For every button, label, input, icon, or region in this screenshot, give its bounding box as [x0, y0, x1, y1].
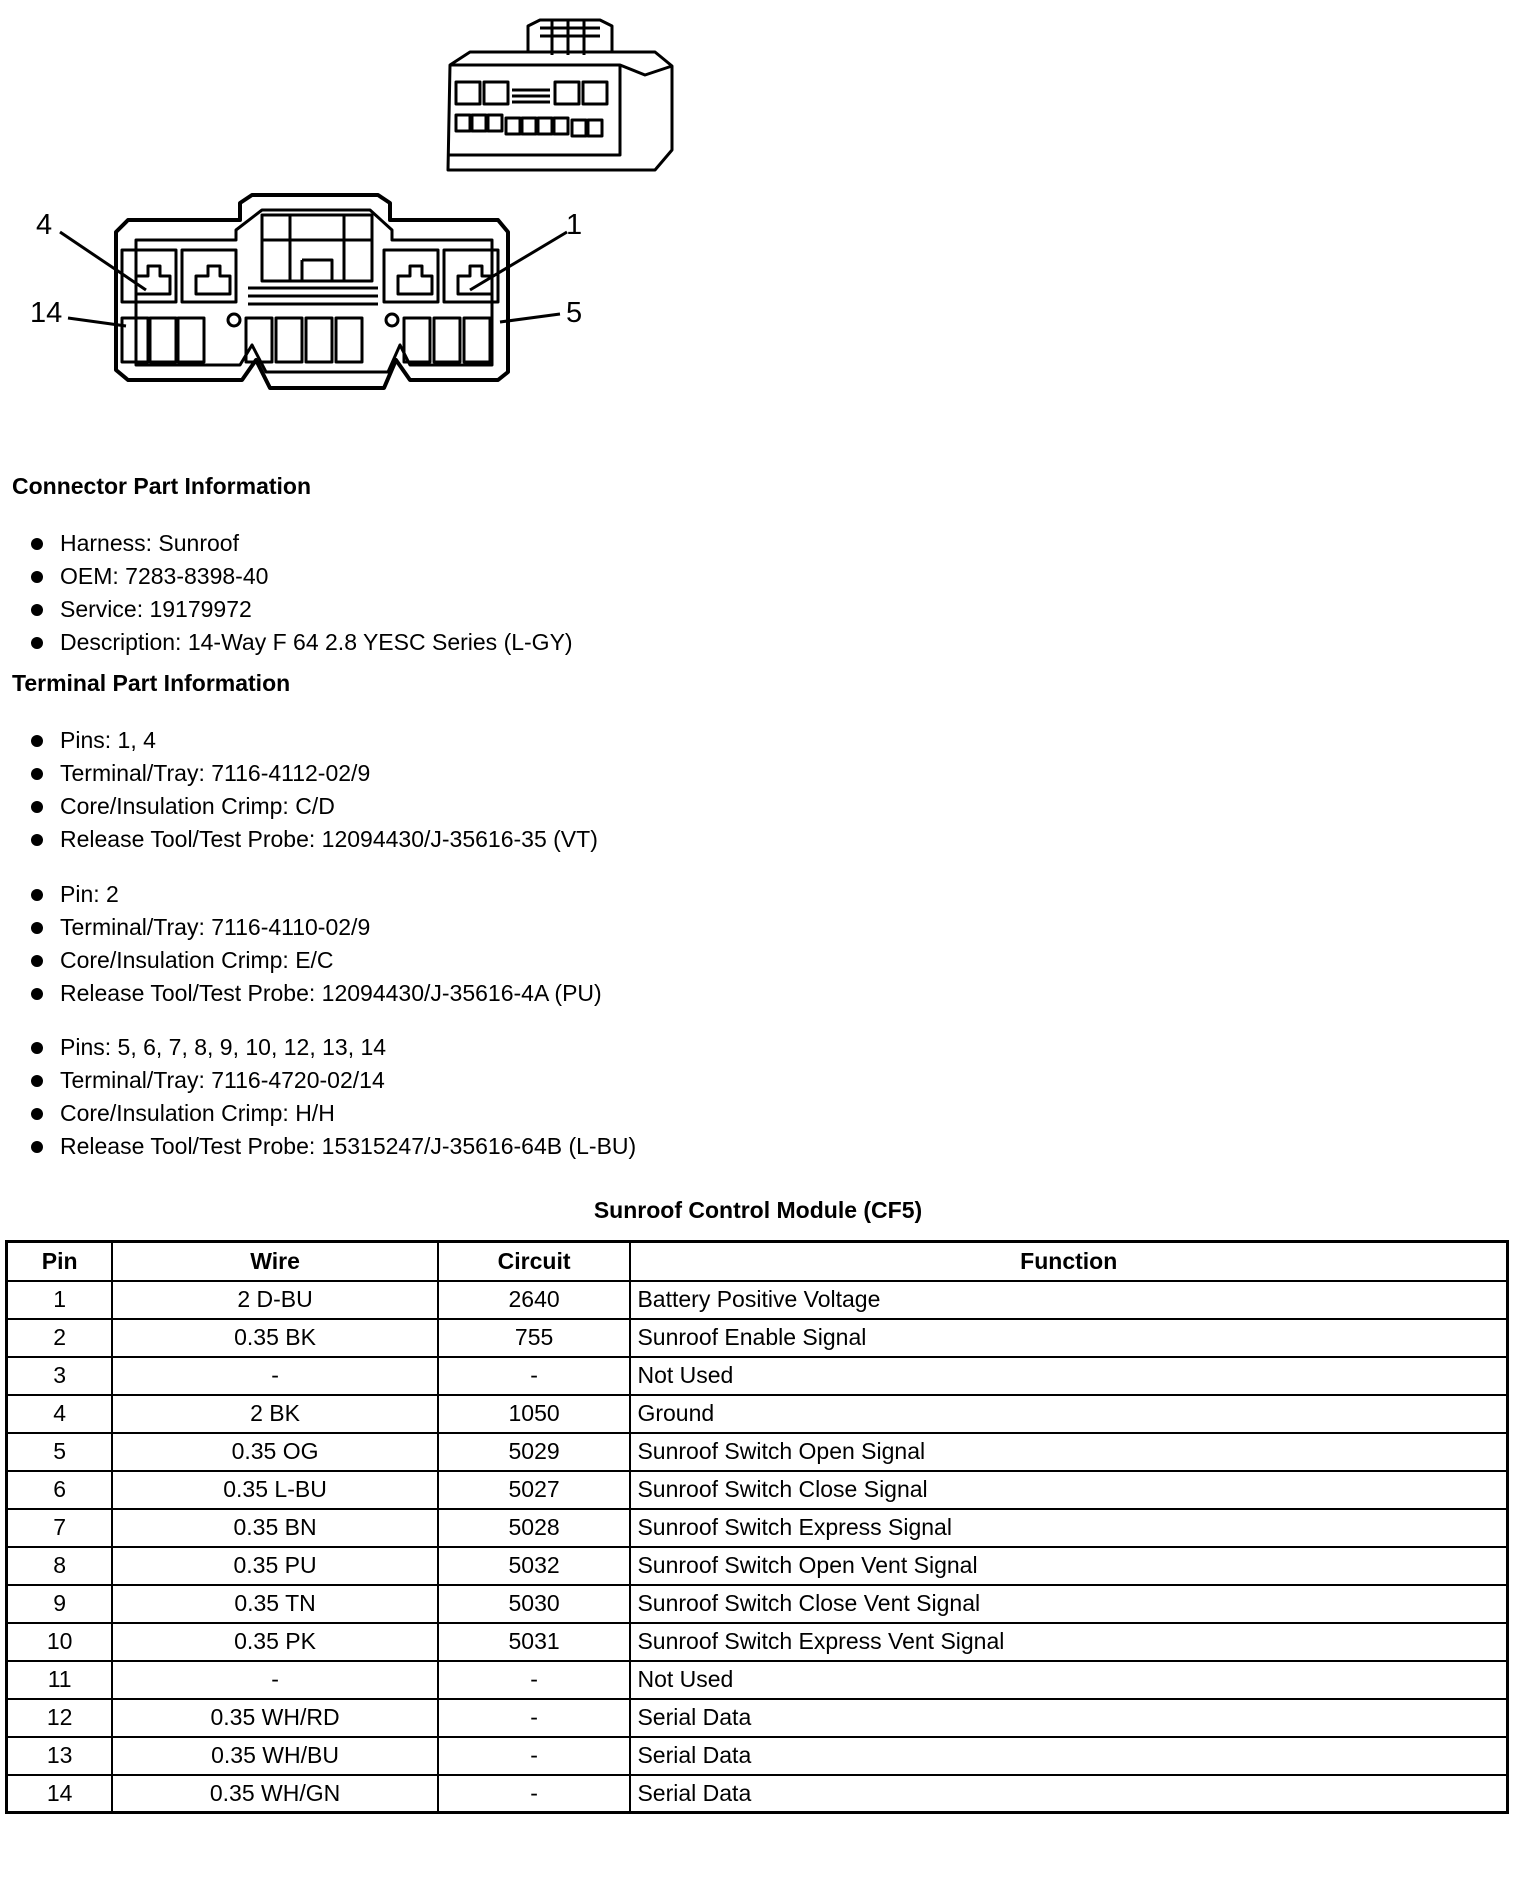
header-wire: Wire [112, 1242, 437, 1281]
cell-wire: - [112, 1661, 437, 1699]
list-item: Terminal/Tray: 7116-4112-02/9 [28, 757, 598, 790]
cell-function: Serial Data [630, 1699, 1507, 1737]
table-row [7, 1661, 1508, 1699]
terminal-group-1 [28, 724, 598, 856]
cell-function: Not Used [630, 1357, 1507, 1395]
connector-part-info-heading: Connector Part Information [12, 473, 312, 499]
cell-function: Sunroof Switch Close Signal [630, 1471, 1507, 1509]
table-row [7, 1281, 1508, 1319]
cell-pin: 10 [7, 1623, 113, 1661]
list-item: Pin: 2 [28, 878, 602, 911]
connector-3d-view [448, 20, 672, 170]
table-row [7, 1699, 1508, 1737]
cell-pin: 1 [7, 1281, 113, 1319]
cell-wire: 0.35 OG [112, 1433, 437, 1471]
cell-pin: 13 [7, 1737, 113, 1775]
header-circuit: Circuit [438, 1242, 631, 1281]
cell-pin: 2 [7, 1319, 113, 1357]
cell-wire: 0.35 WH/BU [112, 1737, 437, 1775]
cell-circuit: 5027 [438, 1471, 631, 1509]
table-row [7, 1775, 1508, 1813]
cell-function: Serial Data [630, 1737, 1507, 1775]
list-item: Description: 14-Way F 64 2.8 YESC Series (L-GY) [28, 626, 573, 659]
table-body [7, 1281, 1508, 1813]
cell-circuit: 2640 [438, 1281, 631, 1319]
header-pin: Pin [7, 1242, 113, 1281]
cell-circuit: - [438, 1661, 631, 1699]
cell-wire: 0.35 PK [112, 1623, 437, 1661]
cell-wire: 0.35 BN [112, 1509, 437, 1547]
list-item: Pins: 1, 4 [28, 724, 598, 757]
cell-pin: 9 [7, 1585, 113, 1623]
cell-circuit: - [438, 1737, 631, 1775]
terminal-part-info-heading: Terminal Part Information [12, 670, 291, 696]
cell-wire: 0.35 PU [112, 1547, 437, 1585]
cell-wire: 0.35 TN [112, 1585, 437, 1623]
callout-pin-14: 14 [30, 297, 63, 329]
table-row [7, 1623, 1508, 1661]
header-function: Function [630, 1242, 1507, 1281]
cell-function: Not Used [630, 1661, 1507, 1699]
table-header-row [7, 1242, 1508, 1281]
cell-pin: 5 [7, 1433, 113, 1471]
cell-pin: 14 [7, 1775, 113, 1813]
cell-circuit: - [438, 1699, 631, 1737]
list-item: Terminal/Tray: 7116-4110-02/9 [28, 911, 602, 944]
list-item: OEM: 7283-8398-40 [28, 560, 573, 593]
cell-pin: 3 [7, 1357, 113, 1395]
cell-function: Sunroof Switch Express Signal [630, 1509, 1507, 1547]
cell-wire: - [112, 1357, 437, 1395]
cell-circuit: 5032 [438, 1547, 631, 1585]
list-item: Release Tool/Test Probe: 12094430/J-35616-4A (PU) [28, 977, 602, 1010]
callout-pin-1: 1 [566, 209, 583, 241]
connector-part-info-list [28, 527, 573, 659]
list-item: Release Tool/Test Probe: 12094430/J-35616-35 (VT) [28, 823, 598, 856]
cell-function: Ground [630, 1395, 1507, 1433]
cell-circuit: 5030 [438, 1585, 631, 1623]
cell-pin: 8 [7, 1547, 113, 1585]
cell-wire: 0.35 L-BU [112, 1471, 437, 1509]
cell-function: Battery Positive Voltage [630, 1281, 1507, 1319]
table-row [7, 1395, 1508, 1433]
connector-face-view [116, 195, 508, 388]
cell-function: Serial Data [630, 1775, 1507, 1813]
list-item: Terminal/Tray: 7116-4720-02/14 [28, 1064, 636, 1097]
cell-pin: 7 [7, 1509, 113, 1547]
cell-function: Sunroof Switch Express Vent Signal [630, 1623, 1507, 1661]
list-item: Core/Insulation Crimp: H/H [28, 1097, 636, 1130]
list-item: Harness: Sunroof [28, 527, 573, 560]
cell-pin: 6 [7, 1471, 113, 1509]
cell-function: Sunroof Switch Open Signal [630, 1433, 1507, 1471]
connector-diagram [0, 0, 1520, 440]
cell-wire: 2 BK [112, 1395, 437, 1433]
cell-wire: 0.35 WH/RD [112, 1699, 437, 1737]
callout-pin-4: 4 [36, 209, 53, 241]
cell-circuit: 5028 [438, 1509, 631, 1547]
terminal-group-3 [28, 1031, 636, 1163]
table-row [7, 1585, 1508, 1623]
cell-wire: 0.35 WH/GN [112, 1775, 437, 1813]
cell-wire: 2 D-BU [112, 1281, 437, 1319]
pinout-table [5, 1240, 1509, 1814]
cell-wire: 0.35 BK [112, 1319, 437, 1357]
cell-function: Sunroof Switch Close Vent Signal [630, 1585, 1507, 1623]
table-title: Sunroof Control Module (CF5) [593, 1197, 923, 1223]
table-row [7, 1737, 1508, 1775]
table-row [7, 1357, 1508, 1395]
cell-circuit: 1050 [438, 1395, 631, 1433]
table-row [7, 1471, 1508, 1509]
list-item: Release Tool/Test Probe: 15315247/J-35616-64B (L-BU) [28, 1130, 636, 1163]
cell-circuit: - [438, 1357, 631, 1395]
table-row [7, 1547, 1508, 1585]
cell-pin: 12 [7, 1699, 113, 1737]
list-item: Service: 19179972 [28, 593, 573, 626]
terminal-group-2 [28, 878, 602, 1010]
cell-circuit: 755 [438, 1319, 631, 1357]
cell-pin: 4 [7, 1395, 113, 1433]
cell-circuit: - [438, 1775, 631, 1813]
cell-circuit: 5029 [438, 1433, 631, 1471]
list-item: Pins: 5, 6, 7, 8, 9, 10, 12, 13, 14 [28, 1031, 636, 1064]
cell-pin: 11 [7, 1661, 113, 1699]
list-item: Core/Insulation Crimp: E/C [28, 944, 602, 977]
table-row [7, 1509, 1508, 1547]
table-row [7, 1319, 1508, 1357]
list-item: Core/Insulation Crimp: C/D [28, 790, 598, 823]
cell-function: Sunroof Enable Signal [630, 1319, 1507, 1357]
cell-function: Sunroof Switch Open Vent Signal [630, 1547, 1507, 1585]
table-row [7, 1433, 1508, 1471]
callout-pin-5: 5 [566, 297, 583, 329]
cell-circuit: 5031 [438, 1623, 631, 1661]
